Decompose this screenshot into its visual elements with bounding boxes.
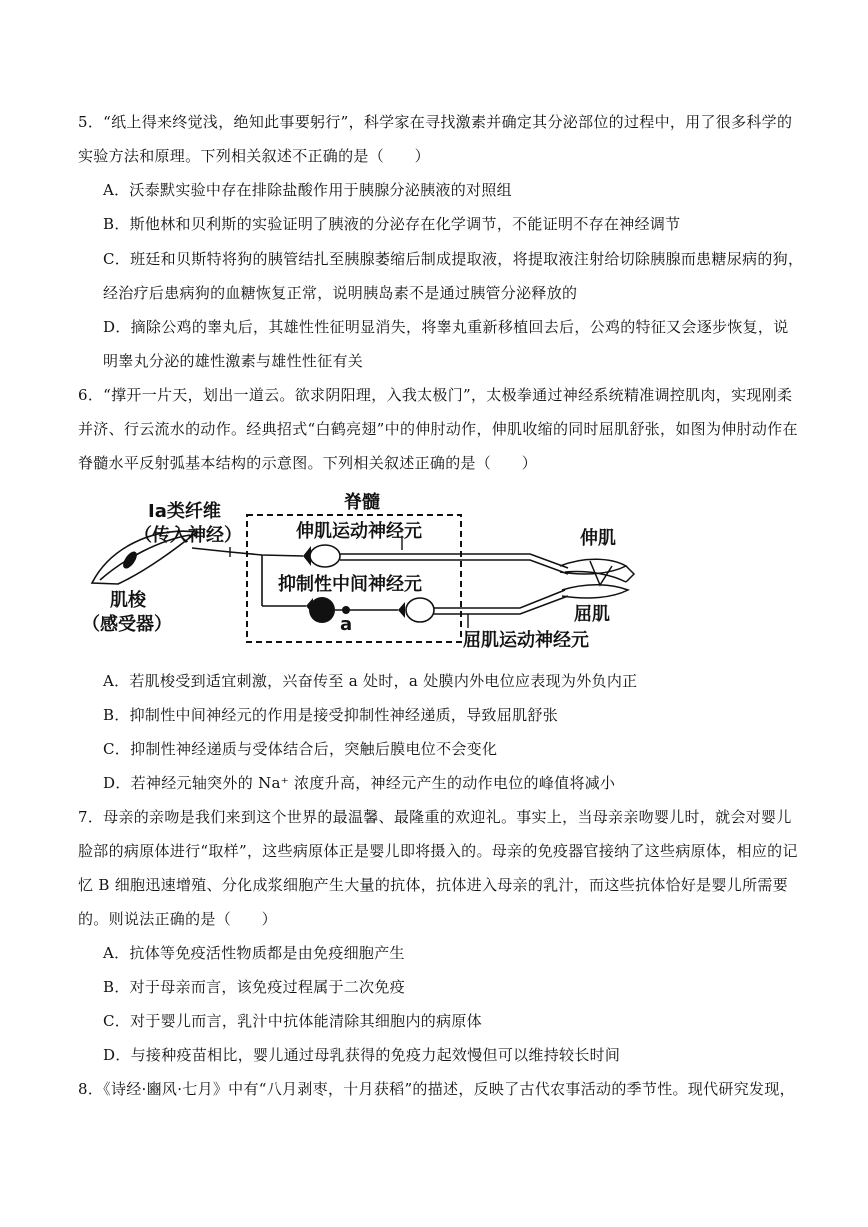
label-extensor: 伸肌	[580, 528, 616, 549]
q7-stem-line2: 脸部的病原体进行“取样”，这些病原体正是婴儿即将摄入的。母亲的免疫器官接纳了这些病原体，相应的记	[78, 842, 798, 860]
label-afferent: （传入神经）	[134, 525, 242, 546]
point-a	[342, 606, 350, 614]
flexor-motor-neuron-soma	[406, 598, 434, 622]
label-receptor: （感受器）	[82, 614, 172, 635]
inhibitory-interneuron-soma	[309, 597, 335, 623]
q6-stem-line3: 脊髓水平反射弧基本结构的示意图。下列相关叙述正确的是（ ）	[78, 454, 538, 472]
q6-option-d: D．若神经元轴突外的 Na⁺ 浓度升高，神经元产生的动作电位的峰值将减小	[103, 774, 616, 792]
q6-option-b: B．抑制性中间神经元的作用是接受抑制性神经递质，导致屈肌舒张	[103, 706, 559, 724]
q7-option-c: C．对于婴儿而言，乳汁中抗体能清除其细胞内的病原体	[103, 1012, 482, 1030]
q5-stem-line2: 实验方法和原理。下列相关叙述不正确的是（ ）	[78, 147, 430, 165]
q8-stem-line1: 8．《诗经·豳风·七月》中有“八月剥枣，十月获稻”的描述，反映了古代农事活动的季节性。现代研究发现，	[78, 1080, 795, 1098]
q5-option-a: A．沃泰默实验中存在排除盐酸作用于胰腺分泌胰液的对照组	[103, 181, 512, 199]
label-a: a	[340, 614, 353, 635]
q5-option-c-line1: C．班廷和贝斯特将狗的胰管结扎至胰腺萎缩后制成提取液，将提取液注射给切除胰腺而患糖尿病的狗，	[103, 250, 804, 268]
q7-option-d: D．与接种疫苗相比，婴儿通过母乳获得的免疫力起效慢但可以维持较长时间	[103, 1046, 621, 1064]
q5-option-d-line2: 明睾丸分泌的雄性激素与雄性性征有关	[103, 352, 364, 370]
q6-option-c: C．抑制性神经递质与受体结合后，突触后膜电位不会变化	[103, 740, 498, 758]
q5-option-d-line1: D．摘除公鸡的睾丸后，其雄性性征明显消失，将睾丸重新移植回去后，公鸡的特征又会逐步恢复，说	[103, 318, 789, 336]
reflex-arc-figure	[80, 484, 640, 656]
label-fiber-type: Ia类纤维	[148, 501, 221, 522]
label-extensor-motor-neuron: 伸肌运动神经元	[296, 521, 422, 542]
q7-stem-line1: 7．母亲的亲吻是我们来到这个世界的最温馨、最隆重的欢迎礼。事实上，当母亲亲吻婴儿时，就会对婴儿	[78, 808, 792, 826]
q5-option-c-line2: 经治疗后患病狗的血糖恢复正常，说明胰岛素不是通过胰管分泌释放的	[103, 284, 578, 302]
q6-stem-line1: 6．“撑开一片天，划出一道云。欲求阴阳理，入我太极门”，太极拳通过神经系统精准调控肌肉，实现刚柔	[78, 386, 793, 404]
q6-stem-line2: 并济、行云流水的动作。经典招式“白鹤亮翅”中的伸肘动作，伸肌收缩的同时屈肌舒张，如图为伸肘动作在	[78, 420, 798, 438]
label-spinal-cord: 脊髓	[344, 492, 380, 513]
q7-stem-line4: 的。则说法正确的是（ ）	[78, 910, 277, 928]
q5-option-b: B．斯他林和贝利斯的实验证明了胰液的分泌存在化学调节，不能证明不存在神经调节	[103, 215, 681, 233]
q5-stem-line1: 5．“纸上得来终觉浅，绝知此事要躬行”，科学家在寻找激素并确定其分泌部位的过程中，用了很多科学的	[78, 113, 793, 131]
q6-option-a: A．若肌梭受到适宜刺激，兴奋传至 a 处时，a 处膜内外电位应表现为外负内正	[103, 672, 638, 690]
label-muscle-spindle: 肌梭	[110, 590, 146, 611]
label-inhibitory-interneuron: 抑制性中间神经元	[278, 574, 422, 595]
label-flexor: 屈肌	[574, 604, 610, 625]
extensor-motor-neuron-soma	[310, 545, 340, 567]
label-flexor-motor-neuron: 屈肌运动神经元	[463, 630, 589, 651]
q7-option-b: B．对于母亲而言，该免疫过程属于二次免疫	[103, 978, 406, 996]
q7-option-a: A．抗体等免疫活性物质都是由免疫细胞产生	[103, 944, 405, 962]
muscle-icon	[560, 559, 634, 598]
q7-stem-line3: 忆 B 细胞迅速增殖、分化成浆细胞产生大量的抗体，抗体进入母亲的乳汁，而这些抗体恰好是婴儿所需要	[78, 876, 788, 894]
